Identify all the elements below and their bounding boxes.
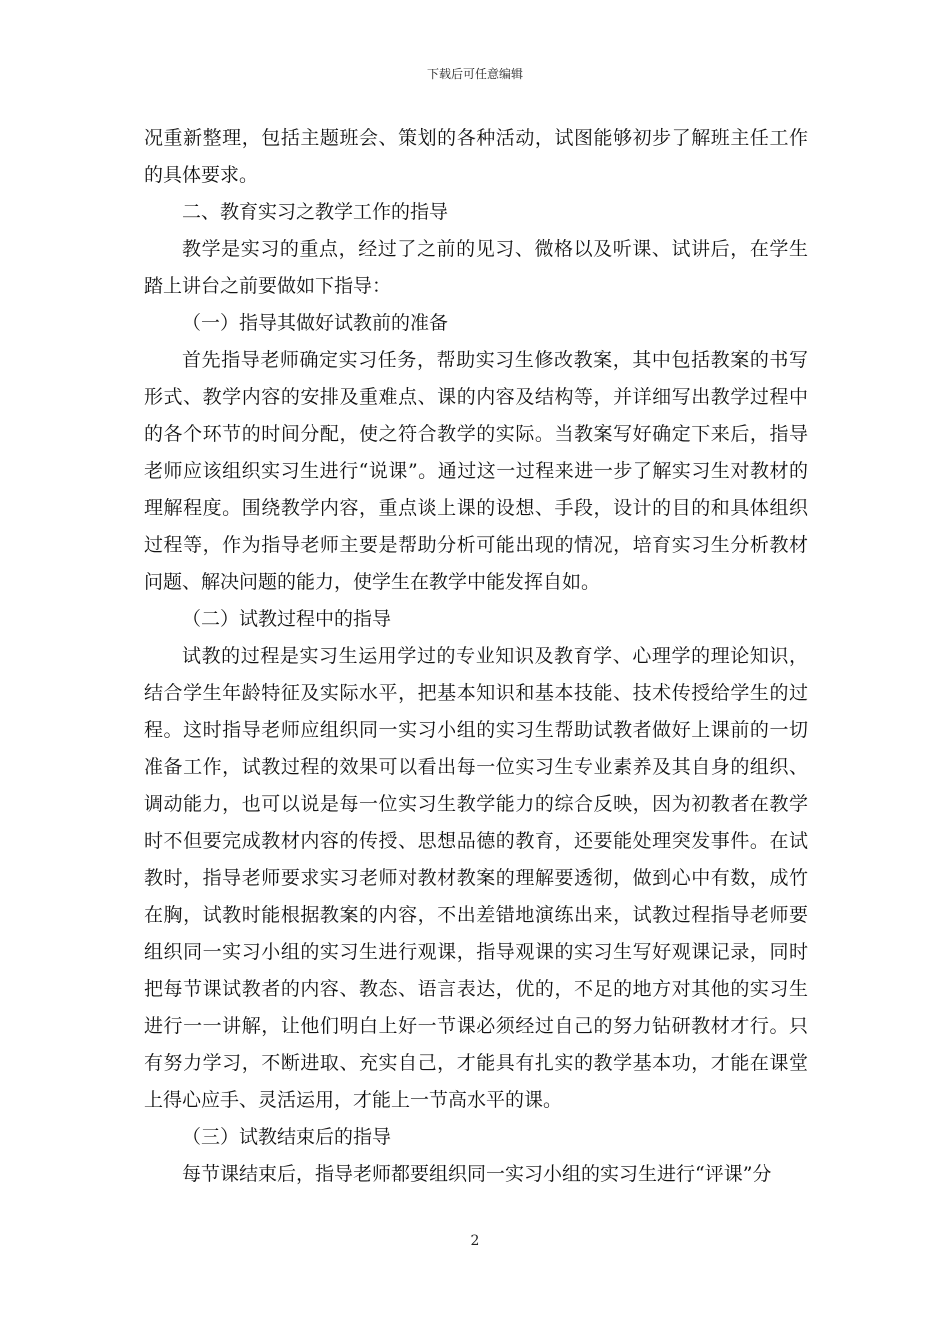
paragraph: 试教的过程是实习生运用学过的专业知识及教育学、心理学的理论知识，结合学生年龄特征及实际水平，把基本知识和基本技能、技术传授给学生的过程。这时指导老师应组织同一实习小组的实习生帮助试教者做好上课前的一切准备工作，试教过程的效果可以看出每一位实习生专业素养及其自身的组织、调动能力，也可以说是每一位实习生教学能力的综合反映，因为初教者在教学时不但要完成教材内容的传授、思想品德的教育，还要能处理突发事件。在试教时，指导老师要求实习老师对教材教案的理解要透彻，做到心中有数，成竹在胸，试教时能根据教案的内容，不出差错地演练出来，试教过程指导老师要组织同一实习小组的实习生进行观课，指导观课的实习生写好观课记录，同时把每节课试教者的内容、教态、语言表达，优的，不足的地方对其他的实习生进行一一讲解，让他们明白上好一节课必须经过自己的努力钻研教材才行。只有努力学习，不断进取、充实自己，才能具有扎实的教学基本功，才能在课堂上得心应手、灵活运用，才能上一节高水平的课。 bbox=[144, 645, 808, 1111]
page-header: 下载后可任意编辑 bbox=[426, 67, 523, 81]
paragraph: 教学是实习的重点，经过了之前的见习、微格以及听课、试讲后，在学生踏上讲台之前要做如下指导： bbox=[144, 238, 808, 297]
subsection-heading: （一）指导其做好试教前的准备 bbox=[182, 312, 449, 334]
page-number: 2 bbox=[470, 1233, 480, 1249]
paragraph-continuation: 况重新整理，包括主题班会、策划的各种活动，试图能够初步了解班主任工作的具体要求。 bbox=[144, 127, 808, 186]
subsection-heading: （二）试教过程中的指导 bbox=[182, 608, 392, 630]
subsection-heading: （三）试教结束后的指导 bbox=[182, 1126, 392, 1148]
document-body bbox=[144, 120, 808, 1193]
paragraph: 首先指导老师确定实习任务，帮助实习生修改教案，其中包括教案的书写形式、教学内容的安排及重难点、课的内容及结构等，并详细写出教学过程中的各个环节的时间分配，使之符合教学的实际。当教案写好确定下来后，指导老师应该组织实习生进行“说课”。通过这一过程来进一步了解实习生对教材的理解程度。围绕教学内容，重点谈上课的设想、手段，设计的目的和具体组织过程等，作为指导老师主要是帮助分析可能出现的情况，培育实习生分析教材问题、解决问题的能力，使学生在教学中能发挥自如。 bbox=[144, 349, 808, 593]
section-heading: 二、教育实习之教学工作的指导 bbox=[182, 201, 449, 223]
paragraph: 每节课结束后，指导老师都要组织同一实习小组的实习生进行“评课”分 bbox=[182, 1163, 772, 1185]
